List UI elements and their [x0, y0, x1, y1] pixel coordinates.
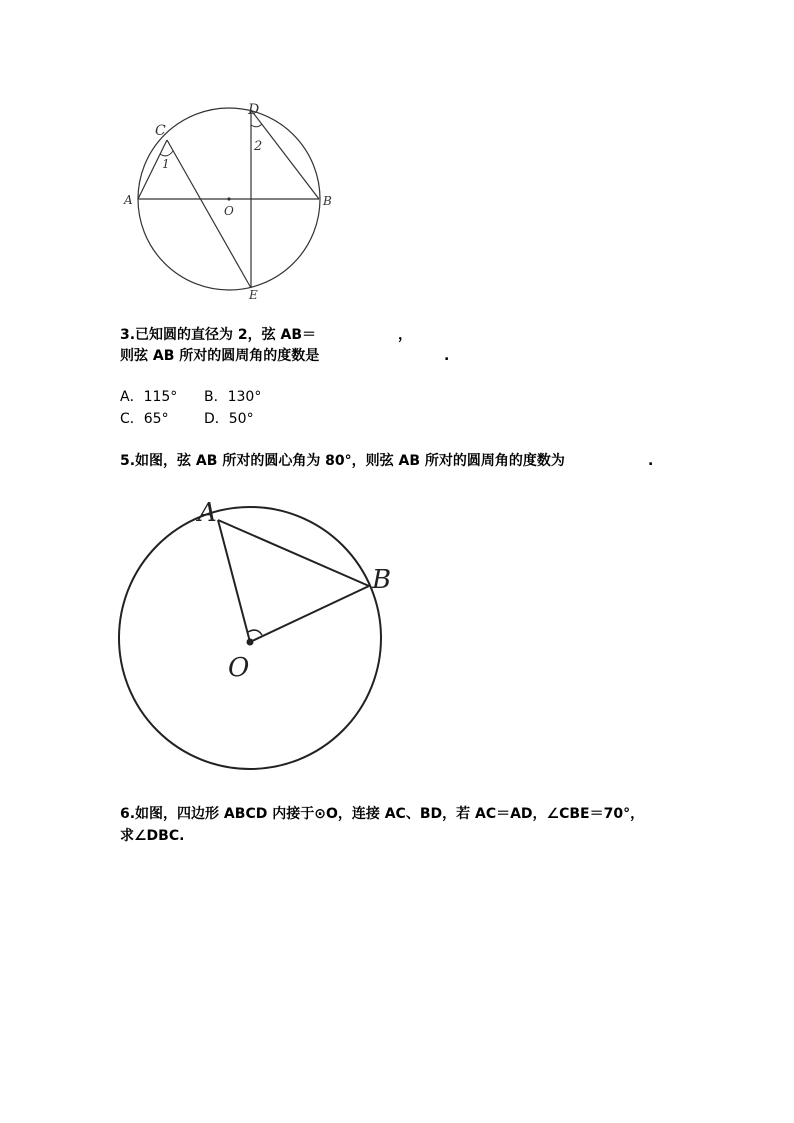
question-5: 5.如图，弦 AB 所对的圆心角为 80°，则弦 AB 所对的圆周角的度数为 [120, 453, 565, 469]
label-angle-2: 2 [254, 139, 263, 154]
question-3-period: . [444, 348, 450, 364]
question-3-line-2 [120, 346, 319, 366]
label-o-2: O [228, 653, 250, 683]
angle-2-arc [251, 124, 262, 127]
question-6-line-1: 6.如图，四边形 ABCD 内接于⊙O，连接 AC、BD，若 AC＝AD，∠CBE＝70°， [120, 806, 645, 822]
question-3-comma: ， [398, 327, 412, 343]
question-5-period: . [648, 453, 654, 469]
question-3-text-2: 则弦 AB 所对的圆周角的度数是 [120, 348, 320, 364]
question-6-line-2: 求∠DBC. [120, 828, 185, 844]
angle-1-arc [160, 151, 173, 156]
radius-ob [250, 586, 369, 642]
figure-circle-chords [115, 95, 345, 305]
label-b-2: B [372, 565, 392, 595]
label-c: C [155, 123, 166, 139]
circle-outline-2 [119, 507, 381, 769]
label-o: O [224, 204, 234, 218]
question-3-line-1 [120, 325, 316, 345]
choice-d: D．50° [204, 411, 254, 427]
label-d: D [248, 102, 260, 118]
central-angle-arc [248, 630, 262, 635]
figure-central-angle [110, 490, 410, 780]
question-3-text: 3.已知圆的直径为 2，弦 AB＝ [120, 327, 317, 343]
label-angle-1: 1 [162, 157, 170, 171]
choice-b: B．130° [204, 389, 262, 405]
chord-ce [167, 140, 251, 288]
center-dot-2 [247, 639, 254, 646]
center-dot [227, 197, 230, 200]
label-a-2: A [198, 498, 217, 528]
choice-a: A．115° [120, 389, 178, 405]
label-a: A [124, 193, 133, 207]
label-e: E [249, 288, 258, 302]
label-b: B [323, 194, 332, 208]
choice-c: C．65° [120, 411, 169, 427]
chord-ab-2 [218, 520, 369, 586]
radius-oa [218, 520, 250, 642]
